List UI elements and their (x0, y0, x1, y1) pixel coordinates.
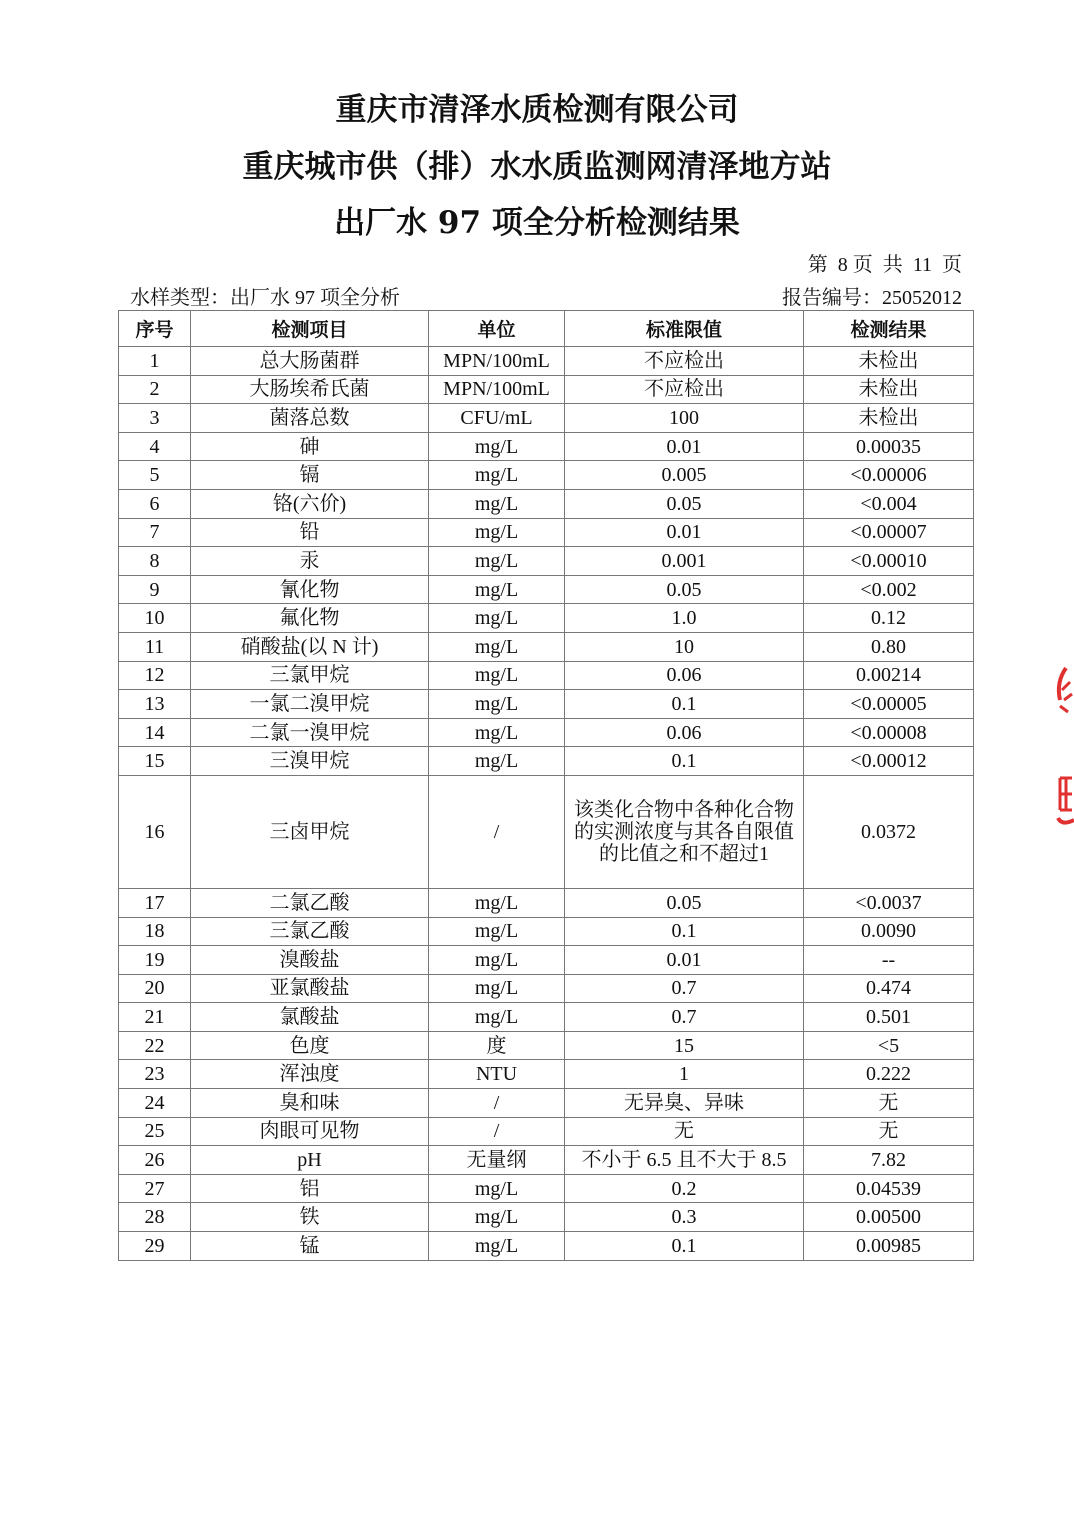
table-row (119, 1117, 974, 1146)
row-number: 1 (119, 347, 191, 376)
test-item: 汞 (191, 547, 429, 576)
unit: mg/L (429, 461, 565, 490)
row-number: 27 (119, 1174, 191, 1203)
row-number: 11 (119, 632, 191, 661)
test-item: 亚氯酸盐 (191, 974, 429, 1003)
test-result: 0.474 (804, 974, 974, 1003)
table-row (119, 404, 974, 433)
column-header-limit: 标准限值 (565, 311, 804, 347)
page-indicator: 第 8 页 共 11 页 (807, 254, 962, 276)
standard-limit: 不应检出 (565, 347, 804, 376)
test-item: 硝酸盐(以 N 计) (191, 632, 429, 661)
table-row (119, 375, 974, 404)
test-result: 无 (804, 1117, 974, 1146)
test-item: 二氯一溴甲烷 (191, 718, 429, 747)
standard-limit: 100 (565, 404, 804, 433)
row-number: 2 (119, 375, 191, 404)
test-item: 铅 (191, 518, 429, 547)
column-header-unit: 单位 (429, 311, 565, 347)
row-number: 21 (119, 1003, 191, 1032)
standard-limit: 0.05 (565, 489, 804, 518)
standard-limit: 0.3 (565, 1203, 804, 1232)
company-title: 重庆市清泽水质检测有限公司 (335, 92, 739, 128)
standard-limit: 0.1 (565, 690, 804, 719)
row-number: 10 (119, 604, 191, 633)
standard-limit: 0.1 (565, 917, 804, 946)
row-number: 28 (119, 1203, 191, 1232)
test-item: 氟化物 (191, 604, 429, 633)
unit: mg/L (429, 547, 565, 576)
row-number: 29 (119, 1232, 191, 1261)
standard-limit: 该类化合物中各种化合物的实测浓度与其各自限值的比值之和不超过1 (565, 775, 804, 888)
standard-limit: 0.7 (565, 974, 804, 1003)
test-result: 未检出 (804, 347, 974, 376)
table-row (119, 604, 974, 633)
test-result: 0.0090 (804, 917, 974, 946)
test-item: 三溴甲烷 (191, 747, 429, 776)
test-result: 未检出 (804, 404, 974, 433)
row-number: 9 (119, 575, 191, 604)
results-table (118, 310, 974, 1261)
test-item: 氰化物 (191, 575, 429, 604)
test-item: 肉眼可见物 (191, 1117, 429, 1146)
unit: mg/L (429, 1003, 565, 1032)
standard-limit: 0.01 (565, 518, 804, 547)
standard-limit: 10 (565, 632, 804, 661)
row-number: 5 (119, 461, 191, 490)
standard-limit: 0.05 (565, 888, 804, 917)
test-result: <0.00005 (804, 690, 974, 719)
test-result: 0.00035 (804, 432, 974, 461)
test-result: <0.00007 (804, 518, 974, 547)
test-result: <0.0037 (804, 888, 974, 917)
table-row (119, 1003, 974, 1032)
standard-limit: 不小于 6.5 且不大于 8.5 (565, 1146, 804, 1175)
row-number: 7 (119, 518, 191, 547)
table-row (119, 547, 974, 576)
test-item: 铝 (191, 1174, 429, 1203)
test-item: 铁 (191, 1203, 429, 1232)
row-number: 26 (119, 1146, 191, 1175)
sample-type: 水样类型：出厂水 97 项全分析 (130, 287, 400, 309)
test-item: 总大肠菌群 (191, 347, 429, 376)
unit: mg/L (429, 518, 565, 547)
standard-limit: 无异臭、异味 (565, 1089, 804, 1118)
red-seal-stamp (1052, 660, 1074, 830)
test-item: pH (191, 1146, 429, 1175)
stamp-arc-top (1059, 668, 1066, 700)
test-result: 0.501 (804, 1003, 974, 1032)
test-item: 锰 (191, 1232, 429, 1261)
row-number: 12 (119, 661, 191, 690)
table-row (119, 917, 974, 946)
row-number: 23 (119, 1060, 191, 1089)
standard-limit: 0.1 (565, 1232, 804, 1261)
standard-limit: 1.0 (565, 604, 804, 633)
unit: NTU (429, 1060, 565, 1089)
unit: mg/L (429, 917, 565, 946)
test-result: 0.00500 (804, 1203, 974, 1232)
standard-limit: 0.06 (565, 718, 804, 747)
test-result: <0.002 (804, 575, 974, 604)
standard-limit: 0.001 (565, 547, 804, 576)
table-row (119, 1203, 974, 1232)
station-title: 重庆城市供（排）水水质监测网清泽地方站 (242, 149, 832, 185)
unit: MPN/100mL (429, 347, 565, 376)
row-number: 24 (119, 1089, 191, 1118)
row-number: 22 (119, 1031, 191, 1060)
row-number: 8 (119, 547, 191, 576)
unit: / (429, 1089, 565, 1118)
standard-limit: 0.01 (565, 946, 804, 975)
row-number: 13 (119, 690, 191, 719)
unit: mg/L (429, 946, 565, 975)
row-number: 15 (119, 747, 191, 776)
test-item: 二氯乙酸 (191, 888, 429, 917)
unit: MPN/100mL (429, 375, 565, 404)
test-result: 0.12 (804, 604, 974, 633)
test-result: <0.00012 (804, 747, 974, 776)
table-row (119, 690, 974, 719)
unit: 度 (429, 1031, 565, 1060)
table-row (119, 1146, 974, 1175)
report-number: 报告编号：25052012 (782, 287, 962, 309)
unit: mg/L (429, 489, 565, 518)
test-result: 0.0372 (804, 775, 974, 888)
table-row (119, 575, 974, 604)
test-result: 0.00985 (804, 1232, 974, 1261)
test-result: -- (804, 946, 974, 975)
row-number: 3 (119, 404, 191, 433)
test-item: 镉 (191, 461, 429, 490)
table-row (119, 518, 974, 547)
column-header-result: 检测结果 (804, 311, 974, 347)
test-result: 0.00214 (804, 661, 974, 690)
test-result: 0.222 (804, 1060, 974, 1089)
stamp-fragment-1 (1060, 682, 1072, 712)
row-number: 25 (119, 1117, 191, 1146)
row-number: 19 (119, 946, 191, 975)
test-result: 无 (804, 1089, 974, 1118)
test-item: 砷 (191, 432, 429, 461)
test-result: <5 (804, 1031, 974, 1060)
unit: mg/L (429, 974, 565, 1003)
test-item: 三卤甲烷 (191, 775, 429, 888)
row-number: 16 (119, 775, 191, 888)
table-row (119, 432, 974, 461)
table-row (119, 1232, 974, 1261)
table-row (119, 1060, 974, 1089)
table-row (119, 974, 974, 1003)
test-result: <0.004 (804, 489, 974, 518)
test-item: 铬(六价) (191, 489, 429, 518)
test-item: 一氯二溴甲烷 (191, 690, 429, 719)
unit: mg/L (429, 747, 565, 776)
table-row (119, 747, 974, 776)
test-item: 三氯甲烷 (191, 661, 429, 690)
standard-limit: 1 (565, 1060, 804, 1089)
table-row (119, 632, 974, 661)
standard-limit: 0.05 (565, 575, 804, 604)
test-item: 浑浊度 (191, 1060, 429, 1089)
column-header-item: 检测项目 (191, 311, 429, 347)
standard-limit: 15 (565, 1031, 804, 1060)
table-row (119, 775, 974, 888)
row-number: 14 (119, 718, 191, 747)
standard-limit: 0.1 (565, 747, 804, 776)
unit: mg/L (429, 888, 565, 917)
table-row (119, 461, 974, 490)
unit: / (429, 775, 565, 888)
table-row (119, 1174, 974, 1203)
unit: mg/L (429, 1232, 565, 1261)
unit: mg/L (429, 632, 565, 661)
unit: mg/L (429, 718, 565, 747)
unit: mg/L (429, 604, 565, 633)
standard-limit: 0.06 (565, 661, 804, 690)
table-row (119, 1031, 974, 1060)
test-item: 溴酸盐 (191, 946, 429, 975)
results-body (119, 347, 974, 1261)
test-result: <0.00006 (804, 461, 974, 490)
unit: mg/L (429, 575, 565, 604)
table-row (119, 1089, 974, 1118)
unit: mg/L (429, 690, 565, 719)
test-result: 0.80 (804, 632, 974, 661)
test-result: 7.82 (804, 1146, 974, 1175)
test-item: 三氯乙酸 (191, 917, 429, 946)
test-item: 臭和味 (191, 1089, 429, 1118)
table-header-row (119, 311, 974, 347)
standard-limit: 0.2 (565, 1174, 804, 1203)
unit: mg/L (429, 1203, 565, 1232)
table-row (119, 718, 974, 747)
table-row (119, 347, 974, 376)
test-result: <0.00010 (804, 547, 974, 576)
standard-limit: 0.01 (565, 432, 804, 461)
unit: CFU/mL (429, 404, 565, 433)
unit: mg/L (429, 432, 565, 461)
table-row (119, 888, 974, 917)
standard-limit: 0.005 (565, 461, 804, 490)
unit: mg/L (429, 1174, 565, 1203)
row-number: 6 (119, 489, 191, 518)
unit: 无量纲 (429, 1146, 565, 1175)
standard-limit: 无 (565, 1117, 804, 1146)
test-result: <0.00008 (804, 718, 974, 747)
row-number: 4 (119, 432, 191, 461)
test-item: 菌落总数 (191, 404, 429, 433)
unit: mg/L (429, 661, 565, 690)
row-number: 20 (119, 974, 191, 1003)
test-result: 未检出 (804, 375, 974, 404)
stamp-fragment-2 (1060, 778, 1072, 810)
test-item: 氯酸盐 (191, 1003, 429, 1032)
row-number: 18 (119, 917, 191, 946)
row-number: 17 (119, 888, 191, 917)
table-row (119, 661, 974, 690)
test-item: 色度 (191, 1031, 429, 1060)
stamp-arc-bottom (1058, 818, 1074, 823)
unit: / (429, 1117, 565, 1146)
column-header-no: 序号 (119, 311, 191, 347)
report-title: 出厂水 97 项全分析检测结果 (334, 205, 740, 241)
test-item: 大肠埃希氏菌 (191, 375, 429, 404)
table-row (119, 946, 974, 975)
test-result: 0.04539 (804, 1174, 974, 1203)
standard-limit: 0.7 (565, 1003, 804, 1032)
standard-limit: 不应检出 (565, 375, 804, 404)
table-row (119, 489, 974, 518)
